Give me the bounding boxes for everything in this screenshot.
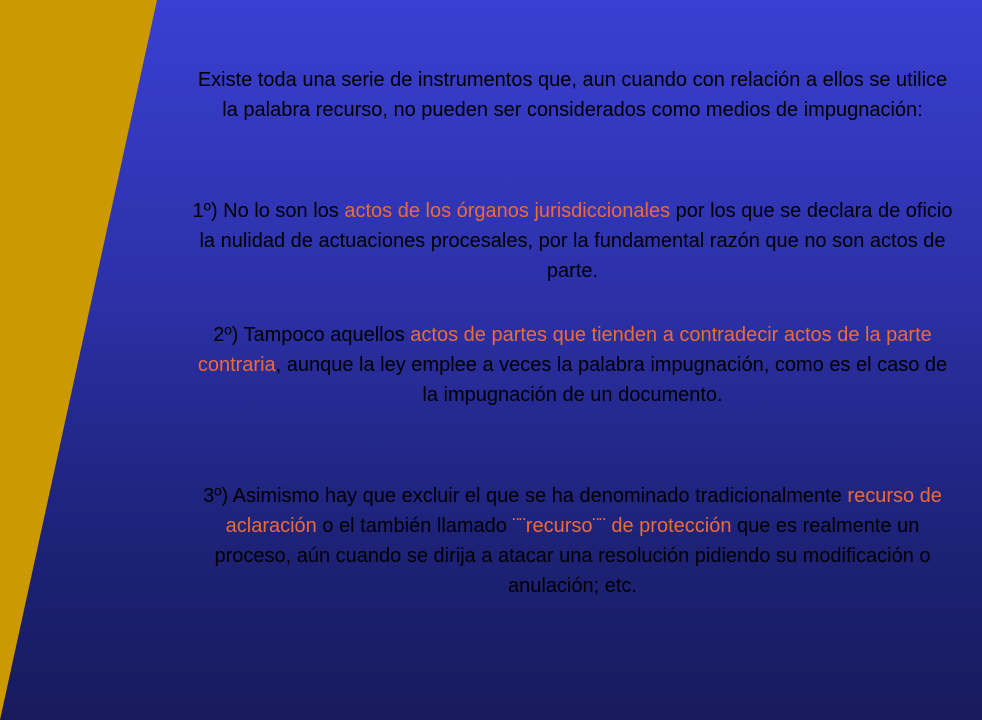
intro-paragraph	[190, 65, 955, 125]
point-2-text-after: , aunque la ley emplee a veces la palabra impugnación, como es el caso de la impugnación de un documento.	[275, 354, 948, 406]
point-2-highlight: actos de partes que tienden a contradecir actos de la parte contraria	[197, 324, 932, 376]
point-1-highlight: actos de los órganos jurisdiccionales	[344, 200, 671, 222]
point-3-text-after: que es realmente un proceso, aún cuando se dirija a atacar una resolución pidiendo su modificación o anulación; etc.	[214, 515, 931, 597]
intro-text: Existe toda una serie de instrumentos que, aun cuando con relación a ellos se utilice la palabra recurso, no pueden ser considerados como medios de impugnación:	[197, 69, 948, 121]
point-3-paragraph	[190, 481, 955, 601]
point-1-paragraph	[190, 196, 955, 286]
point-2-paragraph	[190, 320, 955, 410]
point-3-highlight-aclaracion: recurso de aclaración	[225, 485, 942, 537]
point-3-highlight-proteccion: ¨¨recurso¨¨ de protección	[512, 515, 732, 537]
point-1-text-after: por los que se declara de oficio la nulidad de actuaciones procesales, por la fundamental razón que no son actos de parte.	[199, 200, 953, 282]
gold-wedge-shape	[0, 0, 157, 720]
point-2-text-before: 2º) Tampoco aquellos	[213, 324, 411, 346]
point-3-text-middle: o el también llamado	[316, 515, 513, 537]
point-3-text-before: 3º) Asimismo hay que excluir el que se ha denominado tradicionalmente	[203, 485, 848, 507]
point-1-text-before: 1º) No lo son los	[192, 200, 345, 222]
